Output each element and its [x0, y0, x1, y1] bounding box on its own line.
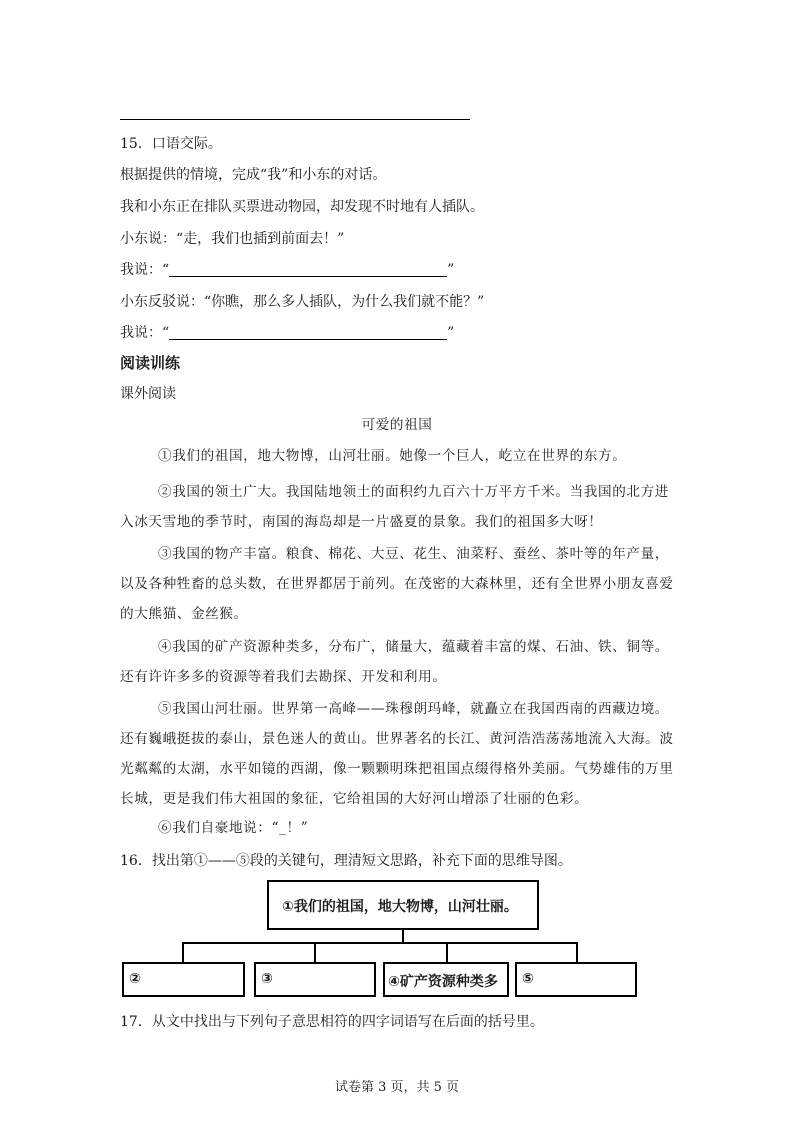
answer-blank-1[interactable]	[169, 261, 447, 277]
mindmap-child-box-4	[383, 962, 509, 997]
mindmap-branch-connector	[446, 942, 448, 962]
q15-xiaodong-line-2: 小东反驳说：“你瞧，那么多人插队，为什么我们就不能？”	[120, 294, 485, 310]
article-paragraph-2: ②我国的领土广大。我国陆地领土的面积约九百六十万平方千米。当我国的北方进入冰天雪地的季节时，南国的海岛却是一片盛夏的景象。我们的祖国多大呀！	[120, 484, 669, 530]
mindmap-branch-connector	[314, 942, 316, 962]
q15-scenario: 我和小东正在排队买票进动物园，却发现不时地有人插队。	[120, 199, 484, 215]
mindmap-root-text: ①我们的祖国，地大物博，山河壮丽。	[282, 899, 518, 915]
answer-suffix: ”	[447, 262, 455, 278]
mindmap-child-text: ⑤	[522, 971, 534, 987]
answer-prefix: 我说：“	[120, 325, 170, 341]
page-footer: 试卷第 3 页，共 5 页	[334, 1080, 460, 1095]
q15-title: 15．口语交际。	[120, 136, 222, 152]
answer-blank-2[interactable]	[169, 324, 447, 340]
article-paragraph-6: ⑥我们自豪地说：“_！”	[158, 820, 309, 836]
mindmap-root-connector	[402, 930, 404, 942]
mindmap-child-text: ③	[261, 971, 273, 987]
article-paragraph-4: ④我国的矿产资源种类多，分布广，储量大，蕴藏着丰富的煤、石油、铁、铜等。还有许许多多的资源等着我们去勘探、开发和利用。	[120, 639, 669, 685]
q15-answer-line-2	[120, 323, 454, 343]
q15-answer-line-1	[120, 260, 454, 280]
mindmap-child-box-3[interactable]	[254, 962, 376, 997]
q15-instruction: 根据提供的情境，完成“我”和小东的对话。	[120, 167, 387, 183]
article-paragraph-3: ③我国的物产丰富。粮食、棉花、大豆、花生、油菜籽、蚕丝、茶叶等的年产量，以及各种牲畜的总头数，在世界都居于前列。在茂密的大森林里，还有全世界小朋友喜爱的大熊猫、金丝猴。	[120, 546, 674, 622]
mindmap-child-text: ④矿产资源种类多	[388, 974, 498, 990]
article-title: 可爱的祖国	[361, 417, 433, 433]
mindmap-child-text: ②	[129, 971, 141, 987]
mindmap-branch-connector	[182, 942, 184, 962]
q15-xiaodong-line-1: 小东说：“走，我们也插到前面去！”	[120, 231, 345, 247]
mindmap-horizontal-connector	[182, 942, 577, 944]
article-paragraph-1: ①我们的祖国，地大物博，山河壮丽。她像一个巨人，屹立在世界的东方。	[158, 448, 627, 464]
top-divider-line	[120, 119, 470, 120]
section-title: 阅读训练	[120, 354, 181, 372]
mindmap-root-box	[267, 880, 539, 930]
mindmap-branch-connector	[576, 942, 578, 962]
q17-title: 17．从文中找出与下列句子意思相符的四字词语写在后面的括号里。	[120, 1014, 544, 1030]
answer-suffix: ”	[447, 325, 455, 341]
mindmap-child-box-5[interactable]	[515, 962, 637, 997]
article-paragraph-5: ⑤我国山河壮丽。世界第一高峰——珠穆朗玛峰，就矗立在我国西南的西藏边境。还有巍峨挺拔的泰山，景色迷人的黄山。世界著名的长江、黄河浩浩荡荡地流入大海。波光粼粼的太湖，水平如镜的西湖，像一颗颗明珠把祖国点缀得格外美丽。气势雄伟的万里长城，更是我们伟大祖国的象征，它给祖国的大好河山增添了壮丽的色彩。	[120, 701, 674, 807]
mindmap-child-box-2[interactable]	[122, 962, 245, 997]
answer-prefix: 我说：“	[120, 262, 170, 278]
section-subtitle: 课外阅读	[120, 386, 176, 402]
q16-title: 16．找出第①——⑤段的关键句，理清短文思路，补充下面的思维导图。	[120, 853, 572, 869]
